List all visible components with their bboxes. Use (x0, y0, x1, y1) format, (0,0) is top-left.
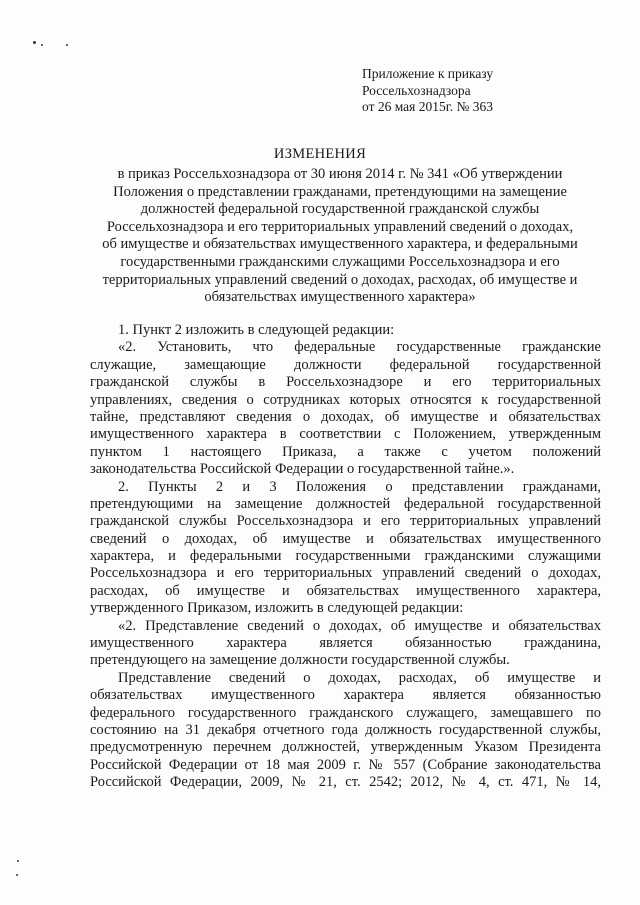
document-body (90, 322, 601, 792)
body-line: федерального государственного гражданского служащего, замещавшего по (90, 704, 601, 721)
body-line: Представление сведений о доходах, расходах, об имуществе и (118, 669, 601, 686)
subtitle-line: территориальных управлений сведений о доходах, расходах, об имуществе и (102, 271, 578, 288)
scan-speck (41, 44, 43, 46)
appendix-block (362, 66, 493, 116)
body-line: Российской Федерации от 18 мая 2009 г. № 557 (Собрание законодательства (90, 756, 601, 773)
document-subtitle (80, 166, 600, 307)
body-line: «2. Представление сведений о доходах, об имуществе и обязательствах (118, 617, 601, 634)
body-line: Российской Федерации, 2009, № 21, ст. 2542; 2012, № 4, ст. 471, № 14, (90, 774, 601, 791)
body-line: служащие, замещающие должности федеральной государственной (90, 356, 601, 373)
subtitle-line: Россельхознадзора и его территориальных управлений сведений о доходах, (106, 218, 574, 235)
body-line: сведений о доходах, об имуществе и обязательствах имущественного (90, 530, 601, 547)
appendix-line: Россельхознадзора (362, 82, 471, 98)
scan-speck (33, 41, 36, 44)
body-line: расходах, об имуществе и обязательствах имущественного характера, (90, 582, 601, 599)
scan-speck (17, 860, 19, 862)
subtitle-line: в приказ Россельхознадзора от 30 июня 2014 г. № 341 «Об утверждении (117, 166, 563, 182)
body-line: «2. Установить, что федеральные государственные гражданские (118, 339, 601, 356)
appendix-line: от 26 мая 2015г. № 363 (362, 99, 494, 114)
body-line: характера, и федеральными государственными гражданскими служащими (90, 548, 601, 565)
body-line: имущественного характера является обязанностью гражданина, (90, 635, 601, 652)
body-line: предусмотренную перечнем должностей, утвержденным Указом Президента (90, 739, 601, 756)
scan-speck (66, 44, 68, 46)
body-line: претендующими на замещение должностей федеральной государственной (90, 495, 601, 512)
subtitle-line: государственными гражданскими служащими Россельхознадзора и его (120, 253, 560, 270)
body-line: 1. Пункт 2 изложить в следующей редакции: (118, 322, 395, 338)
body-line: 2. Пункты 2 и 3 Положения о представлении гражданами, (118, 478, 601, 495)
scan-speck (16, 874, 18, 876)
body-line: гражданской службы Россельхознадзора и его территориальных управлений (90, 513, 601, 530)
subtitle-line: Положения о представлении гражданами, претендующими на замещение (113, 183, 567, 200)
subtitle-line: обязательствах имущественного характера» (204, 289, 476, 306)
body-line: тайне, представляют сведения о доходах, об имуществе и обязательствах (90, 408, 601, 425)
body-line: управлениях, сведения о сотрудниках которых относятся к государственной (90, 391, 601, 408)
body-line: обязательствах имущественного характера является обязанностью (90, 687, 601, 704)
body-line: пунктом 1 настоящего Приказа, а также с учетом положений (90, 443, 601, 460)
body-line: Россельхознадзора и его территориальных управлений сведений о доходах, (90, 565, 601, 582)
document-title: ИЗМЕНЕНИЯ (273, 146, 367, 162)
appendix-line: Приложение к приказу (362, 66, 494, 81)
body-line: утвержденного Приказом, изложить в следующей редакции: (90, 600, 464, 617)
body-line: законодательства Российской Федерации о государственной тайне.». (90, 461, 515, 478)
body-line: состоянию на 31 декабря отчетного года должность государственной службы, (90, 721, 601, 738)
subtitle-line: должностей федеральной государственной гражданской службы (140, 201, 540, 218)
body-line: претендующего на замещение должности государственной службы. (90, 652, 510, 669)
body-line: гражданской службы в Россельхознадзоре и его территориальных (90, 374, 601, 391)
body-line: имущественного характера в соответствии с Положением, утвержденным (90, 426, 601, 443)
subtitle-line: об имуществе и обязательствах имущественного характера, и федеральными (102, 236, 578, 253)
